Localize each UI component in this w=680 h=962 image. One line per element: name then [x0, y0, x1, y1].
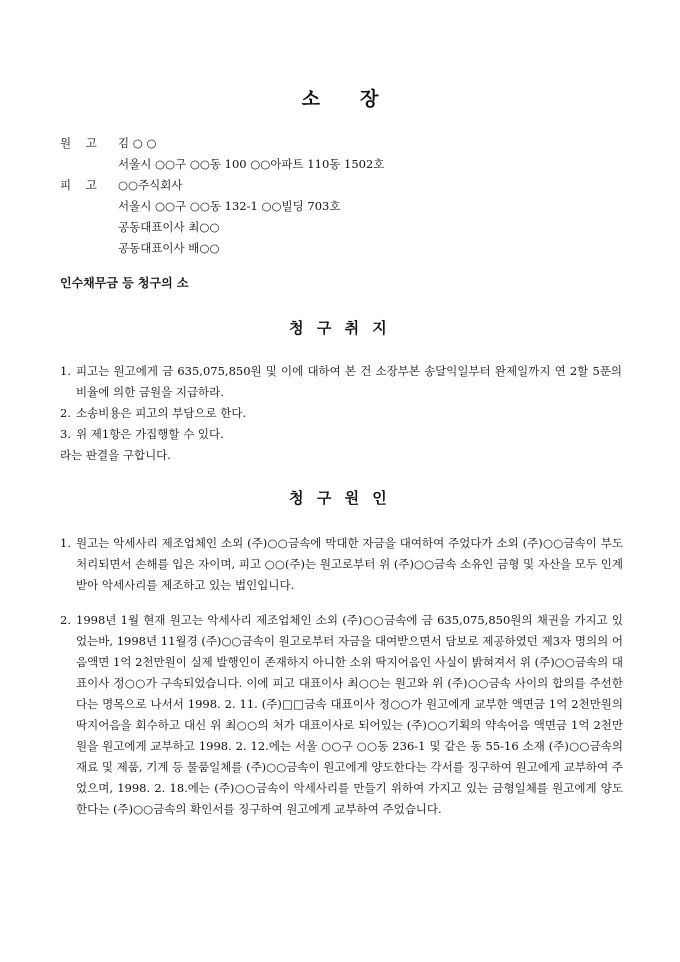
claim-closing: 라는 판결을 구합니다. — [60, 448, 171, 462]
claim-item — [60, 361, 622, 403]
claim-text: 소송비용은 피고의 부담으로 한다. — [76, 406, 247, 420]
defendant-address: 서울시 ○○구 ○○동 132-1 ○○빌딩 703호 — [118, 199, 341, 213]
claim-item — [60, 403, 622, 424]
claim-heading: 청 구 취 지 — [289, 319, 391, 337]
claims-list — [60, 361, 622, 466]
plaintiff-block — [60, 133, 620, 175]
plaintiff-label: 원 고 — [60, 136, 97, 150]
defendant-label: 피 고 — [60, 178, 97, 192]
plaintiff-name: 김 ○ ○ — [118, 136, 157, 150]
claim-number: 3. — [60, 427, 71, 441]
cause-text: 1998년 1월 현재 원고는 악세사리 제조업체인 소외 (주)○○금속에 금 635,075,850원의 채권을 가지고 있었는바, 1998년 11월경 (주)○○금속이 원고로부터 자금을 대여받으면서 담보로 제공하였던 제3자 명의의 어음액면 1억 2천만원이 실제 발행인이 존재하지 아니한 소위 딱지어음인 사실이 밝혀져서 위 (주)○○금속의 대표이사 정○○가 구속되었습니다. 이에 피고 대표이사 최○○는 원고와 위 (주)○○금속 사이의 합의를 주선한다는 명목으로 나서서 1998. 2. 11. (주)□□금속 대표이사 정○○가 원고에게 교부한 액면금 1억 2천만원의 딱지어음을 회수하고 대신 위 최○○의 처가 대표이사로 되어있는 (주)○○기획의 약속어음 액면금 1억 2천만원을 원고에게 교부하고 1998. 2. 12.에는 서울 ○○구 ○○동 236-1 및 같은 동 55-16 소재 (주)○○금속의 재료 및 제품, 기계 등 물품일체를 (주)○○금속이 원고에게 양도한다는 각서를 징구하여 원고에게 교부하여 주었으며, 1998. 2. 18.에는 (주)○○금속이 악세사리를 만들기 위하여 가지고 있는 금형일체를 원고에게 양도한다는 (주)○○금속의 확인서를 징구하여 원고에게 교부하여 주었습니다. — [76, 613, 623, 816]
causes-item-1 — [60, 533, 623, 596]
cause-heading: 청 구 원 인 — [289, 489, 391, 507]
claim-text: 위 제1항은 가집행할 수 있다. — [76, 427, 224, 441]
defendant-rep-1: 공동대표이사 최○○ — [118, 220, 220, 234]
cause-number: 1. — [60, 536, 71, 550]
case-name: 인수채무금 등 청구의 소 — [60, 276, 189, 290]
claim-text: 피고는 원고에게 금 635,075,850원 및 이에 대하여 본 건 소장부본 송달익일부터 완제일까지 연 2할 5푼의 비율에 의한 금원을 지급하라. — [76, 364, 622, 399]
document-title — [0, 84, 680, 111]
defendant-rep-2: 공동대표이사 배○○ — [118, 241, 220, 255]
cause-number: 2. — [60, 613, 71, 627]
defendant-name: ○○주식회사 — [118, 178, 183, 192]
claim-number: 1. — [60, 364, 71, 378]
claim-number: 2. — [60, 406, 71, 420]
title-char-2: 장 — [360, 88, 379, 110]
causes-item-2 — [60, 610, 623, 820]
cause-text: 원고는 악세사리 제조업체인 소외 (주)○○금속에 막대한 자금을 대여하여 주었다가 소외 (주)○○금속이 부도처리되면서 손해를 입은 자이며, 피고 ○○(주)는 원고로부터 위 (주)○○금속 소유인 금형 및 자산을 모두 인계받아 악세사리를 제조하고 있는 법인입니다. — [76, 536, 623, 592]
defendant-block — [60, 175, 620, 259]
plaintiff-address: 서울시 ○○구 ○○동 100 ○○아파트 110동 1502호 — [118, 157, 385, 171]
claim-item — [60, 424, 622, 445]
title-char-1: 소 — [301, 88, 320, 110]
